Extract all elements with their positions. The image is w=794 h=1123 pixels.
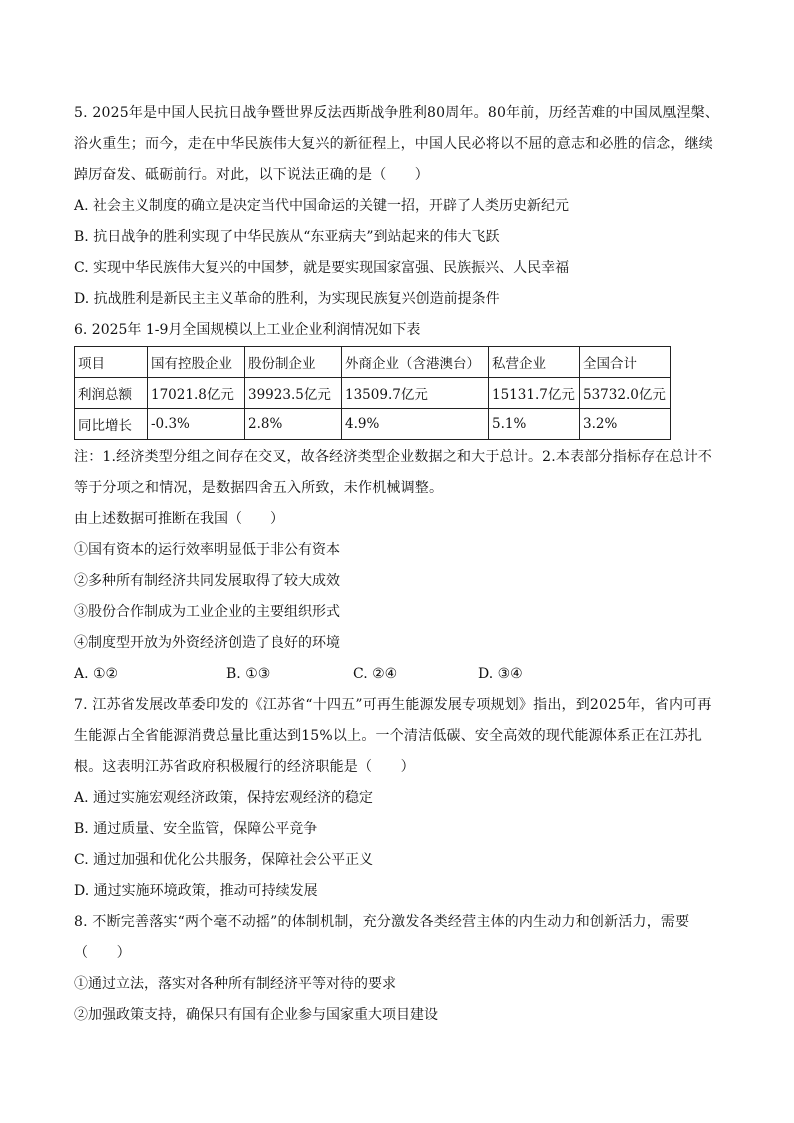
table-cell: 同比增长 (75, 409, 148, 440)
q5-option-d: D. 抗战胜利是新民主主义革命的胜利，为实现民族复兴创造前提条件 (74, 291, 500, 307)
table-header-cell: 股份制企业 (245, 347, 342, 378)
q5-option-c: C. 实现中华民族伟大复兴的中国梦，就是要实现国家富强、民族振兴、人民幸福 (74, 260, 570, 276)
profit-table (74, 346, 671, 440)
table-row (75, 378, 671, 409)
q8-statement-2: ②加强政策支持，确保只有国有企业参与国家重大项目建设 (74, 1007, 438, 1023)
table-header-row (75, 347, 671, 378)
q6-statement-3: ③股份合作制成为工业企业的主要组织形式 (74, 604, 340, 620)
q7-option-d: D. 通过实施环境政策，推动可持续发展 (74, 883, 318, 899)
table-cell: 13509.7亿元 (342, 378, 489, 409)
q6-statement-4: ④制度型开放为外资经济创造了良好的环境 (74, 635, 340, 651)
q7-option-b: B. 通过质量、安全监管，保障公平竞争 (74, 821, 318, 837)
table-header-cell: 项目 (75, 347, 148, 378)
q8-stem: 8. 不断完善落实“两个毫不动摇”的体制机制，充分激发各类经营主体的内生动力和创新活力，需要（ ） (74, 914, 690, 961)
table-cell: 53732.0亿元 (580, 378, 671, 409)
q5-option-b: B. 抗日战争的胜利实现了中华民族从“东亚病夫”到站起来的伟大飞跃 (74, 229, 500, 245)
q5-option-a: A. 社会主义制度的确立是决定当代中国命运的关键一招，开辟了人类历史新纪元 (74, 198, 570, 214)
q7-option-a: A. 通过实施宏观经济政策，保持宏观经济的稳定 (74, 790, 374, 806)
q6-statement-2: ②多种所有制经济共同发展取得了较大成效 (74, 573, 340, 589)
table-cell: 2.8% (245, 409, 342, 440)
q7-option-c: C. 通过加强和优化公共服务，保障社会公平正义 (74, 852, 374, 868)
q7-stem: 7. 江苏省发展改革委印发的《江苏省“十四五”可再生能源发展专项规划》指出，到2025年，省内可再生能源占全省能源消费总量比重达到15%以上。一个清洁低碳、安全高效的现代能源体系正在江苏扎根。这表明江苏省政府积极履行的经济职能是（ ） (74, 697, 712, 775)
table-cell: 15131.7亿元 (489, 378, 580, 409)
table-row (75, 409, 671, 440)
q6-prompt: 由上述数据可推断在我国（ ） (74, 511, 284, 527)
q6-statement-1: ①国有资本的运行效率明显低于非公有资本 (74, 542, 340, 558)
table-cell: 4.9% (342, 409, 489, 440)
table-header-cell: 外商企业（含港澳台） (342, 347, 489, 378)
table-header-cell: 国有控股企业 (148, 347, 245, 378)
q6-choice-a: A. ①② (74, 666, 119, 682)
table-cell: 3.2% (580, 409, 671, 440)
q6-stem: 6. 2025年 1-9月全国规模以上工业企业利润情况如下表 (74, 322, 421, 338)
q6-choice-c: C. ②④ (353, 666, 398, 682)
q6-choices (74, 659, 722, 690)
table-cell: 17021.8亿元 (148, 378, 245, 409)
table-cell: 5.1% (489, 409, 580, 440)
q8-statement-1: ①通过立法，落实对各种所有制经济平等对待的要求 (74, 976, 396, 992)
q6-choice-b: B. ①③ (226, 666, 271, 682)
table-cell: 利润总额 (75, 378, 148, 409)
q5-stem: 5. 2025年是中国人民抗日战争暨世界反法西斯战争胜利80周年。80年前，历经苦难的中国凤凰涅槃、浴火重生；而今，走在中华民族伟大复兴的新征程上，中国人民必将以不屈的意志和必胜的信念，继续踔厉奋发、砥砺前行。对此，以下说法正确的是（ ） (74, 105, 720, 183)
table-cell: -0.3% (148, 409, 245, 440)
q6-choice-d: D. ③④ (478, 666, 523, 682)
q6-note: 注：1.经济类型分组之间存在交叉，故各经济类型企业数据之和大于总计。2.本表部分指标存在总计不等于分项之和情况，是数据四舍五入所致，未作机械调整。 (74, 449, 713, 496)
table-header-cell: 全国合计 (580, 347, 671, 378)
page-content (74, 98, 722, 1031)
table-header-cell: 私营企业 (489, 347, 580, 378)
table-cell: 39923.5亿元 (245, 378, 342, 409)
